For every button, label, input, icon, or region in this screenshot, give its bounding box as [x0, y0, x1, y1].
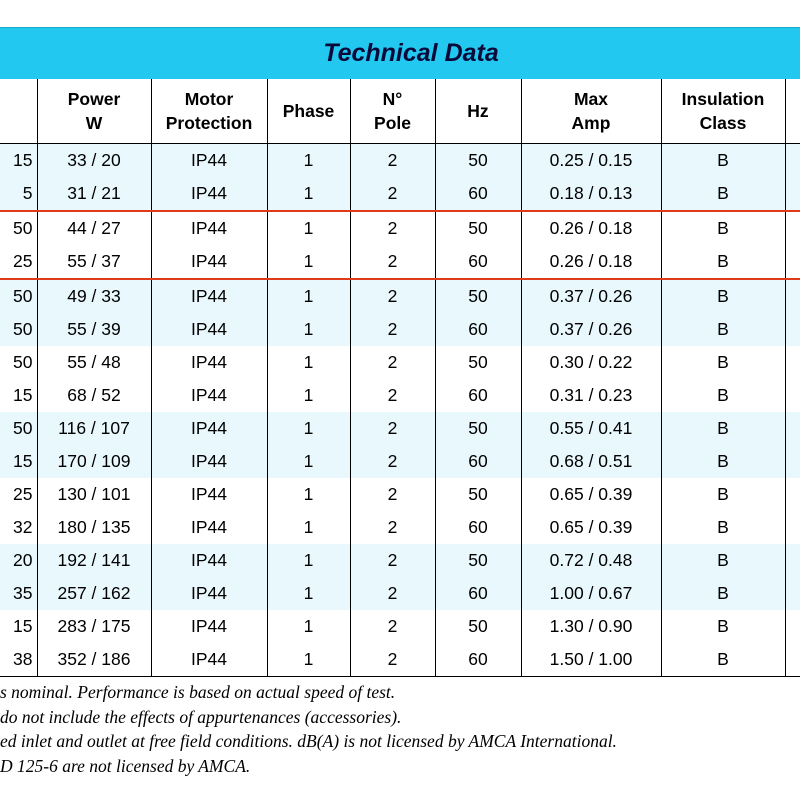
- cell-pole: 2: [350, 643, 435, 677]
- cell-frag: 50: [0, 211, 37, 245]
- cell-cut-off: [785, 313, 800, 346]
- cell-insulation: B: [661, 245, 785, 279]
- cell-power: 55 / 37: [37, 245, 151, 279]
- cell-frag: 38: [0, 643, 37, 677]
- cell-power: 116 / 107: [37, 412, 151, 445]
- table-row: [0, 445, 800, 478]
- header-line1: Motor: [184, 89, 234, 109]
- cell-protection: IP44: [151, 511, 267, 544]
- cell-phase: 1: [267, 610, 350, 643]
- cell-hz: 50: [435, 144, 521, 178]
- cell-pole: 2: [350, 177, 435, 211]
- header-line2: Protection: [165, 113, 253, 133]
- header-line1: Hz: [467, 101, 489, 121]
- header-insulation-class: [661, 79, 785, 144]
- footnote-line: s nominal. Performance is based on actual speed of test.: [0, 682, 396, 702]
- cell-phase: 1: [267, 478, 350, 511]
- cell-insulation: B: [661, 313, 785, 346]
- header-motor-protection: [151, 79, 267, 144]
- cell-frag: 5: [0, 177, 37, 211]
- cell-amp: 0.26 / 0.18: [521, 245, 661, 279]
- footnote-line: do not include the effects of appurtenances (accessories).: [0, 706, 402, 727]
- table-row: [0, 643, 800, 677]
- cell-hz: 50: [435, 211, 521, 245]
- footnote-line: ed inlet and outlet at free field conditions. dB(A) is not licensed by AMCA International.: [0, 731, 617, 751]
- cell-phase: 1: [267, 313, 350, 346]
- cell-cut-off: [785, 478, 800, 511]
- cell-insulation: B: [661, 577, 785, 610]
- cell-cut-off: [785, 211, 800, 245]
- table-title-bar: [0, 27, 800, 79]
- cell-protection: IP44: [151, 245, 267, 279]
- cell-frag: 25: [0, 245, 37, 279]
- cell-insulation: B: [661, 412, 785, 445]
- cell-power: 257 / 162: [37, 577, 151, 610]
- cell-insulation: B: [661, 279, 785, 313]
- cell-insulation: B: [661, 511, 785, 544]
- table-row: [0, 478, 800, 511]
- cell-amp: 0.25 / 0.15: [521, 144, 661, 178]
- table-body: [0, 144, 800, 677]
- cell-amp: 0.55 / 0.41: [521, 412, 661, 445]
- cell-cut-off: [785, 346, 800, 379]
- cell-frag: 20: [0, 544, 37, 577]
- table-row: [0, 245, 800, 279]
- cell-hz: 60: [435, 177, 521, 211]
- cell-hz: 50: [435, 346, 521, 379]
- cell-protection: IP44: [151, 313, 267, 346]
- cell-hz: 60: [435, 245, 521, 279]
- cell-phase: 1: [267, 412, 350, 445]
- cell-cut-off: [785, 544, 800, 577]
- cell-pole: 2: [350, 245, 435, 279]
- cell-frag: 25: [0, 478, 37, 511]
- cell-frag: 32: [0, 511, 37, 544]
- cell-power: 55 / 39: [37, 313, 151, 346]
- cell-phase: 1: [267, 245, 350, 279]
- cell-phase: 1: [267, 279, 350, 313]
- cell-hz: 50: [435, 610, 521, 643]
- cell-amp: 1.50 / 1.00: [521, 643, 661, 677]
- cell-power: 44 / 27: [37, 211, 151, 245]
- cell-hz: 60: [435, 511, 521, 544]
- cell-amp: 0.37 / 0.26: [521, 279, 661, 313]
- cell-amp: 1.00 / 0.67: [521, 577, 661, 610]
- table-row: [0, 313, 800, 346]
- header-pole: [350, 79, 435, 144]
- cell-frag: 35: [0, 577, 37, 610]
- header-line1: Max: [573, 89, 609, 109]
- cell-protection: IP44: [151, 643, 267, 677]
- table-row: [0, 346, 800, 379]
- cell-pole: 2: [350, 379, 435, 412]
- header-power: [37, 79, 151, 144]
- cell-protection: IP44: [151, 544, 267, 577]
- cell-protection: IP44: [151, 211, 267, 245]
- cell-amp: 0.65 / 0.39: [521, 478, 661, 511]
- cell-cut-off: [785, 643, 800, 677]
- cell-cut-off: [785, 245, 800, 279]
- cell-protection: IP44: [151, 412, 267, 445]
- cell-phase: 1: [267, 544, 350, 577]
- cell-pole: 2: [350, 445, 435, 478]
- cell-hz: 60: [435, 445, 521, 478]
- header-line1: N°: [382, 89, 403, 109]
- cell-power: 68 / 52: [37, 379, 151, 412]
- footnotes: [0, 680, 800, 778]
- table-row: [0, 177, 800, 211]
- table-row: [0, 211, 800, 245]
- cell-protection: IP44: [151, 279, 267, 313]
- cell-pole: 2: [350, 144, 435, 178]
- cell-frag: 50: [0, 346, 37, 379]
- header-first-col: [0, 79, 37, 144]
- header-line1: Power: [67, 89, 121, 109]
- header-line1: Phase: [282, 101, 335, 121]
- cell-frag: 15: [0, 445, 37, 478]
- cell-power: 170 / 109: [37, 445, 151, 478]
- cell-power: 192 / 141: [37, 544, 151, 577]
- cell-protection: IP44: [151, 478, 267, 511]
- cell-pole: 2: [350, 346, 435, 379]
- header-line1: Insulation: [681, 89, 765, 109]
- cell-cut-off: [785, 511, 800, 544]
- footnote-line: D 125-6 are not licensed by AMCA.: [0, 755, 251, 776]
- table-title: Technical Data: [323, 39, 499, 67]
- header-last-col: [785, 79, 800, 144]
- cell-frag: 15: [0, 144, 37, 178]
- cell-phase: 1: [267, 379, 350, 412]
- cell-phase: 1: [267, 643, 350, 677]
- cell-frag: 15: [0, 610, 37, 643]
- cell-protection: IP44: [151, 577, 267, 610]
- cell-hz: 50: [435, 412, 521, 445]
- cell-power: 33 / 20: [37, 144, 151, 178]
- cell-amp: 0.72 / 0.48: [521, 544, 661, 577]
- table-row: [0, 544, 800, 577]
- cell-power: 130 / 101: [37, 478, 151, 511]
- cell-hz: 60: [435, 643, 521, 677]
- cell-pole: 2: [350, 544, 435, 577]
- cell-insulation: B: [661, 445, 785, 478]
- cell-amp: 0.37 / 0.26: [521, 313, 661, 346]
- cell-pole: 2: [350, 511, 435, 544]
- cell-protection: IP44: [151, 445, 267, 478]
- cell-protection: IP44: [151, 379, 267, 412]
- cell-amp: 1.30 / 0.90: [521, 610, 661, 643]
- header-line2: Amp: [571, 113, 611, 133]
- cell-amp: 0.31 / 0.23: [521, 379, 661, 412]
- cell-frag: 50: [0, 313, 37, 346]
- cell-insulation: B: [661, 478, 785, 511]
- technical-data-table: [0, 79, 800, 677]
- cell-protection: IP44: [151, 610, 267, 643]
- cell-cut-off: [785, 379, 800, 412]
- cell-phase: 1: [267, 511, 350, 544]
- cell-insulation: B: [661, 144, 785, 178]
- cell-insulation: B: [661, 643, 785, 677]
- cell-pole: 2: [350, 412, 435, 445]
- cell-insulation: B: [661, 544, 785, 577]
- cell-hz: 50: [435, 478, 521, 511]
- cell-frag: 50: [0, 412, 37, 445]
- cell-pole: 2: [350, 279, 435, 313]
- header-line2: Pole: [374, 113, 411, 133]
- cell-cut-off: [785, 412, 800, 445]
- header-max-amp: [521, 79, 661, 144]
- table-row: [0, 412, 800, 445]
- cell-phase: 1: [267, 346, 350, 379]
- header-row: [0, 79, 800, 144]
- cell-power: 283 / 175: [37, 610, 151, 643]
- cell-pole: 2: [350, 610, 435, 643]
- cell-power: 49 / 33: [37, 279, 151, 313]
- cell-phase: 1: [267, 144, 350, 178]
- cell-hz: 50: [435, 279, 521, 313]
- header-phase: [267, 79, 350, 144]
- table-row: [0, 279, 800, 313]
- cell-insulation: B: [661, 211, 785, 245]
- cell-frag: 15: [0, 379, 37, 412]
- table-row: [0, 144, 800, 178]
- cell-power: 180 / 135: [37, 511, 151, 544]
- table-row: [0, 511, 800, 544]
- cell-cut-off: [785, 610, 800, 643]
- cell-pole: 2: [350, 577, 435, 610]
- cell-cut-off: [785, 144, 800, 178]
- cell-amp: 0.30 / 0.22: [521, 346, 661, 379]
- cell-cut-off: [785, 445, 800, 478]
- header-line2: W: [85, 113, 103, 133]
- table-row: [0, 379, 800, 412]
- cell-power: 55 / 48: [37, 346, 151, 379]
- cell-protection: IP44: [151, 177, 267, 211]
- cell-frag: 50: [0, 279, 37, 313]
- cell-protection: IP44: [151, 346, 267, 379]
- cell-phase: 1: [267, 577, 350, 610]
- cell-pole: 2: [350, 211, 435, 245]
- cell-cut-off: [785, 177, 800, 211]
- cell-pole: 2: [350, 478, 435, 511]
- cell-hz: 60: [435, 577, 521, 610]
- cell-phase: 1: [267, 445, 350, 478]
- cell-amp: 0.26 / 0.18: [521, 211, 661, 245]
- cell-cut-off: [785, 279, 800, 313]
- cell-insulation: B: [661, 379, 785, 412]
- header-hz: [435, 79, 521, 144]
- cell-pole: 2: [350, 313, 435, 346]
- cell-insulation: B: [661, 610, 785, 643]
- cell-insulation: B: [661, 346, 785, 379]
- cell-phase: 1: [267, 211, 350, 245]
- cell-cut-off: [785, 577, 800, 610]
- table-row: [0, 577, 800, 610]
- cell-power: 31 / 21: [37, 177, 151, 211]
- cell-amp: 0.68 / 0.51: [521, 445, 661, 478]
- cell-phase: 1: [267, 177, 350, 211]
- cell-protection: IP44: [151, 144, 267, 178]
- cell-insulation: B: [661, 177, 785, 211]
- cell-amp: 0.18 / 0.13: [521, 177, 661, 211]
- cell-power: 352 / 186: [37, 643, 151, 677]
- cell-hz: 60: [435, 379, 521, 412]
- cell-hz: 50: [435, 544, 521, 577]
- cell-hz: 60: [435, 313, 521, 346]
- cell-amp: 0.65 / 0.39: [521, 511, 661, 544]
- table-row: [0, 610, 800, 643]
- header-line2: Class: [699, 113, 747, 133]
